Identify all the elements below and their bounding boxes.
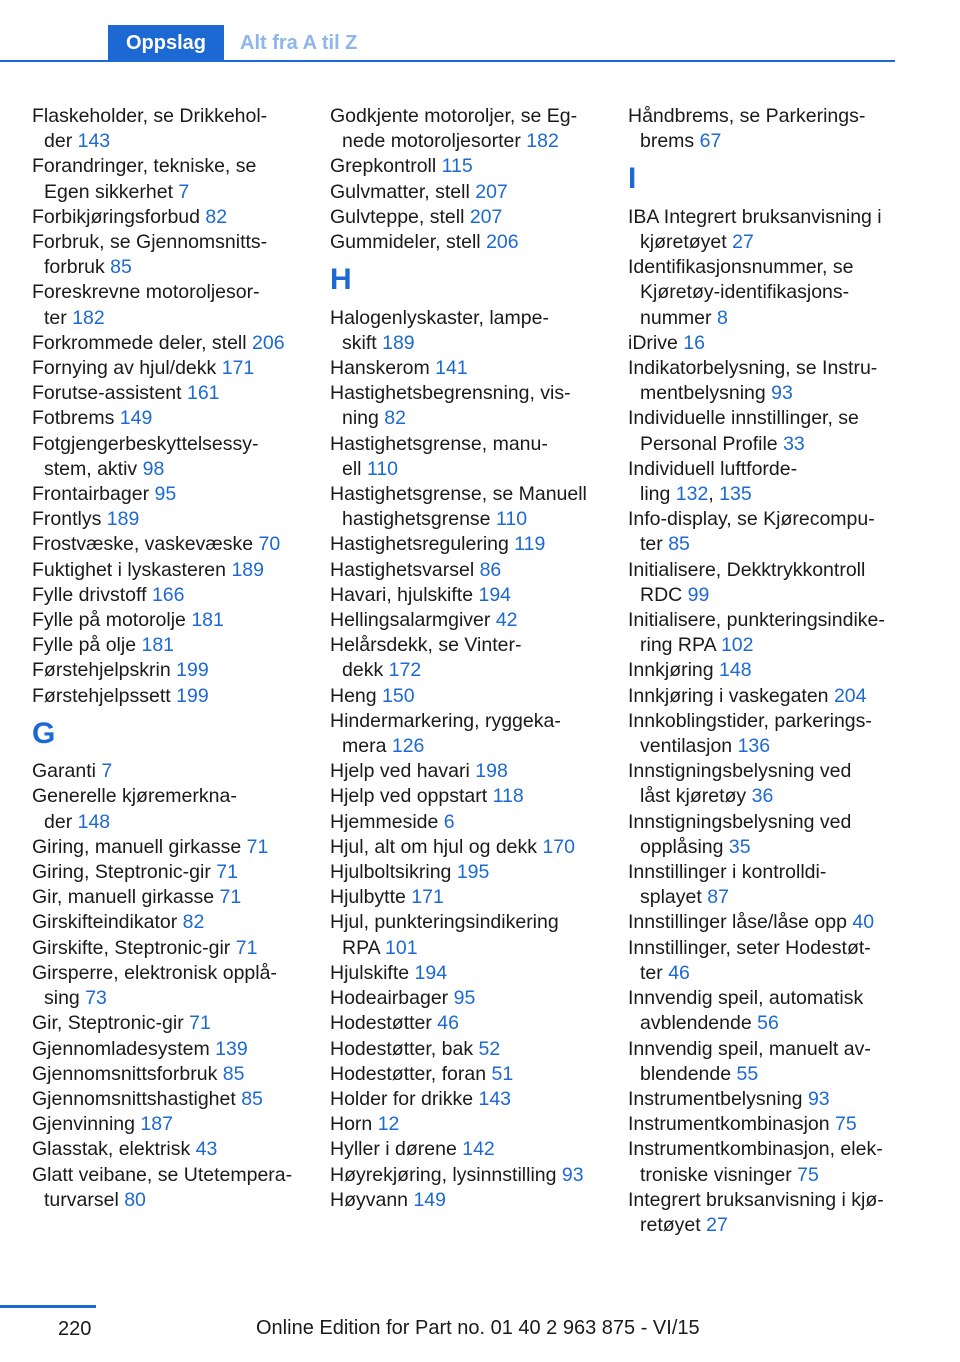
page-link[interactable]: 85 <box>110 256 132 279</box>
index-entry-text: Forbikjøringsforbud <box>32 205 200 228</box>
index-entry <box>330 1163 605 1188</box>
index-entry-text: Identifikasjonsnummer, se Kjøretøy-identifikasjons- nummer <box>628 256 854 329</box>
page-link[interactable]: 56 <box>757 1012 779 1035</box>
index-entry <box>32 1037 307 1062</box>
index-entry <box>32 936 307 961</box>
index-entry <box>32 583 307 608</box>
index-entry <box>32 759 307 784</box>
page-link[interactable]: 99 <box>687 583 710 606</box>
page-link[interactable]: 75 <box>797 1163 819 1186</box>
index-entry-text: Hjul, punkteringsindikering RPA <box>330 911 559 959</box>
page-link[interactable]: 6 <box>443 810 455 833</box>
index-entry-text: Hodestøtter, bak <box>330 1037 474 1060</box>
index-entry-text: Giring, Steptronic-gir <box>32 861 211 884</box>
index-entry-text: Initialisere, Dekktrykkontroll RDC <box>628 558 866 606</box>
index-entry <box>330 205 605 230</box>
index-entry-text: Individuell luftforde- ling <box>628 457 798 506</box>
page-link[interactable]: 95 <box>154 483 177 506</box>
page-link[interactable]: 102 <box>720 634 754 657</box>
index-entry-text: IBA Integrert bruksanvisning i kjøretøyet <box>628 205 882 253</box>
page-link[interactable]: 86 <box>479 558 502 581</box>
index-entry <box>330 986 605 1011</box>
index-entry <box>32 784 307 834</box>
index-entry <box>628 1188 900 1238</box>
index-entry <box>628 709 900 759</box>
index-entry-text: Frontairbager <box>32 483 150 506</box>
index-entry-text: Hastighetsbegrensning, vis- ning <box>330 382 571 430</box>
index-entry-text: Frostvæske, vaskevæske <box>32 533 254 556</box>
page-link[interactable]: 71 <box>219 886 242 909</box>
page-link[interactable]: 136 <box>737 735 771 758</box>
page-link[interactable]: 71 <box>235 936 258 959</box>
page-link[interactable]: 206 <box>252 331 285 354</box>
index-entry-text: Gir, Steptronic-gir <box>32 1012 184 1035</box>
index-entry-text: Innstillinger låse/låse opp <box>628 911 847 934</box>
index-entry-text: Fornying av hjul/dekk <box>32 357 217 380</box>
page-link[interactable]: 181 <box>141 634 175 657</box>
index-entry-text: Fylle på olje <box>32 634 137 657</box>
page-link[interactable]: 67 <box>699 130 722 153</box>
page-number: 220 <box>58 1318 92 1340</box>
index-entry <box>330 1188 605 1213</box>
page-link[interactable]: 82 <box>205 205 228 228</box>
header-rule <box>0 60 895 62</box>
footer-rule <box>0 1305 96 1308</box>
index-entry <box>330 1037 605 1062</box>
index-entry <box>330 835 605 860</box>
page-link[interactable]: 98 <box>142 457 165 480</box>
index-entry <box>628 507 900 557</box>
index-entry-text: Hodeairbager <box>330 987 449 1010</box>
index-entry <box>628 331 900 356</box>
index-entry <box>330 532 605 557</box>
index-entry-text: Indikatorbelysning, se Instru- mentbelysning <box>628 357 878 405</box>
index-entry-text: Hanskerom <box>330 357 430 380</box>
index-entry <box>32 381 307 406</box>
page-link[interactable]: 8 <box>716 306 728 329</box>
index-entry <box>330 180 605 205</box>
page-link[interactable]: 172 <box>388 659 422 682</box>
index-entry <box>32 684 307 709</box>
index-entry <box>32 558 307 583</box>
index-entry <box>330 381 605 431</box>
index-entry <box>330 810 605 835</box>
index-entry <box>330 356 605 381</box>
index-entry-text: Fuktighet i lyskasteren <box>32 558 227 581</box>
index-entry <box>628 1112 900 1137</box>
page-link[interactable]: 182 <box>72 306 105 329</box>
page-link[interactable]: 126 <box>391 735 425 758</box>
index-entry <box>628 684 900 709</box>
page-link[interactable]: 194 <box>414 961 448 984</box>
page-link[interactable]: 70 <box>258 533 281 556</box>
index-entry <box>32 532 307 557</box>
page-link[interactable]: 170 <box>542 835 575 858</box>
page-link[interactable]: 148 <box>719 659 752 682</box>
page-link[interactable]: 55 <box>736 1062 759 1085</box>
index-entry <box>330 1112 605 1137</box>
page-link[interactable]: 182 <box>526 130 559 153</box>
index-entry <box>32 432 307 482</box>
index-entry-text: Helårsdekk, se Vinter- dekk <box>330 634 522 682</box>
index-entry-text: Flaskeholder, se Drikkehol- der <box>32 105 268 153</box>
page-link[interactable]: 110 <box>366 457 399 480</box>
index-entry-text: Giring, manuell girkasse <box>32 835 242 858</box>
page-link[interactable]: 199 <box>176 684 209 707</box>
page-header <box>0 0 960 70</box>
index-entry-text: Innkjøring i vaskegaten <box>628 684 829 707</box>
page-link[interactable]: 194 <box>478 583 512 606</box>
index-entry-text: Innkoblingstider, parkerings- ventilasjon <box>628 709 872 758</box>
index-entry-text: Gjennomladesystem <box>32 1037 210 1060</box>
index-entry-text: Hellingsalarmgiver <box>330 609 491 632</box>
index-entry <box>330 910 605 960</box>
index-entry-text: Halogenlyskaster, lampe- skift <box>330 306 549 354</box>
index-letter-heading: G <box>32 716 56 750</box>
index-entry <box>330 961 605 986</box>
index-entry <box>32 860 307 885</box>
index-entry-text: Høyvann <box>330 1188 409 1211</box>
index-entry <box>32 633 307 658</box>
page-link[interactable]: 93 <box>807 1087 830 1110</box>
index-entry <box>32 910 307 935</box>
page-link[interactable]: 82 <box>182 911 205 934</box>
page-link[interactable]: 46 <box>668 961 690 984</box>
page-link[interactable]: 141 <box>435 357 468 380</box>
index-entry-text: Gjenvinning <box>32 1113 135 1136</box>
page-link[interactable]: 27 <box>706 1213 728 1236</box>
index-entry <box>330 784 605 809</box>
index-entry <box>330 1137 605 1162</box>
index-entry-text: Førstehjelpskrin <box>32 659 171 682</box>
page-link[interactable]: 189 <box>106 508 140 531</box>
page-link[interactable]: 171 <box>221 357 255 380</box>
page-link[interactable]: 118 <box>492 785 524 808</box>
index-entry <box>628 658 900 683</box>
index-entry <box>32 507 307 532</box>
page-link[interactable]: 85 <box>241 1087 263 1110</box>
page-link[interactable]: 207 <box>469 205 503 228</box>
index-entry-text: Innstigningsbelysning ved opplåsing <box>628 810 852 858</box>
index-entry-text: Havari, hjulskifte <box>330 583 474 606</box>
index-entry-text: Innvendig speil, automatisk avblendende <box>628 987 864 1035</box>
page-link[interactable]: 148 <box>77 810 111 833</box>
index-entry-text: Godkjente motoroljer, se Eg- nede motoroljesorter <box>330 105 578 153</box>
index-entry <box>330 583 605 608</box>
index-entry-text: Hjul, alt om hjul og dekk <box>330 835 538 858</box>
page-link[interactable]: 46 <box>437 1012 459 1035</box>
index-entry-text: Førstehjelpssett <box>32 684 171 707</box>
index-entry <box>32 1062 307 1087</box>
index-entry-text: Fylle drivstoff <box>32 583 147 606</box>
index-entry-text: Info-display, se Kjørecompu- ter <box>628 508 875 556</box>
page-link[interactable]: 27 <box>732 231 754 253</box>
index-entry <box>330 860 605 885</box>
page-link[interactable]: 149 <box>413 1188 446 1211</box>
index-entry <box>32 280 307 330</box>
index-entry <box>32 658 307 683</box>
index-entry-text: Fotgjengerbeskyttelsessy- stem, aktiv <box>32 432 259 480</box>
index-entry <box>32 482 307 507</box>
page-link[interactable]: 75 <box>835 1113 857 1136</box>
index-entry <box>32 356 307 381</box>
page-link[interactable]: 119 <box>514 533 546 556</box>
page-link[interactable]: 82 <box>384 407 406 430</box>
index-entry <box>628 910 900 935</box>
index-column-1 <box>32 104 307 1213</box>
index-entry-text: iDrive <box>628 331 678 354</box>
page-link[interactable]: 73 <box>85 987 107 1010</box>
index-entry-text: Girskifteindikator <box>32 911 178 934</box>
page-link[interactable]: 206 <box>486 231 519 254</box>
page-link[interactable]: 40 <box>852 911 875 934</box>
index-entry <box>628 205 900 255</box>
page-link[interactable]: 149 <box>119 407 153 430</box>
index-entry-text: Instrumentbelysning <box>628 1087 803 1110</box>
index-entry <box>330 633 605 683</box>
index-entry-text: Glasstak, elektrisk <box>32 1138 191 1161</box>
index-entry <box>330 104 605 154</box>
index-entry-text: Fylle på motorolje <box>32 609 186 632</box>
page-link[interactable]: 71 <box>216 861 238 884</box>
index-entry-text: Individuelle innstillinger, se Personal Profile <box>628 407 859 455</box>
index-entry-text: Innstillinger, seter Hodestøt- ter <box>628 936 871 984</box>
index-entry <box>330 684 605 709</box>
index-entry-text: Glatt veibane, se Utetempera- turvarsel <box>32 1163 293 1211</box>
index-entry-text: Gjennomsnittsforbruk <box>32 1062 218 1085</box>
index-letter-heading: H <box>330 263 352 297</box>
index-entry-text: Hodestøtter <box>330 1012 432 1035</box>
index-entry <box>32 1011 307 1036</box>
index-entry <box>330 709 605 759</box>
index-column-3 <box>628 104 900 1238</box>
page-link[interactable]: 207 <box>475 180 508 203</box>
index-entry <box>628 104 900 154</box>
index-entry-text: Forbruk, se Gjennomsnitts- forbruk <box>32 231 268 279</box>
index-entry <box>330 154 605 179</box>
index-entry-text: Gulvmatter, stell <box>330 180 470 203</box>
index-entry <box>330 1062 605 1087</box>
page-link[interactable]: 132 <box>675 483 709 506</box>
page-link[interactable]: 150 <box>382 684 415 707</box>
page-link[interactable]: 85 <box>668 533 690 556</box>
index-entry <box>628 356 900 406</box>
index-entry-text: Hastighetsregulering <box>330 533 509 556</box>
page-link[interactable]: 139 <box>215 1037 248 1060</box>
index-entry-text: Girskifte, Steptronic-gir <box>32 936 231 959</box>
page-link[interactable]: 85 <box>222 1062 245 1085</box>
index-entry-text: Hjelp ved oppstart <box>330 785 488 808</box>
index-entry <box>330 885 605 910</box>
page-link[interactable]: 110 <box>495 508 528 531</box>
index-entry-text: Forandringer, tekniske, se Egen sikkerhet <box>32 155 257 203</box>
page-link[interactable]: 95 <box>453 987 476 1010</box>
index-entry <box>628 255 900 331</box>
index-entry <box>628 860 900 910</box>
index-entry-text: Innstillinger i kontrolldi- splayet <box>628 861 827 909</box>
page-link[interactable]: 12 <box>377 1113 400 1136</box>
page-link[interactable]: 42 <box>495 609 518 632</box>
page-link[interactable]: 142 <box>462 1138 495 1161</box>
index-entry <box>330 432 605 482</box>
index-entry <box>32 104 307 154</box>
index-entry-text: Forkrommede deler, stell <box>32 331 247 354</box>
index-entry <box>628 1137 900 1187</box>
index-entry <box>32 885 307 910</box>
index-entry <box>628 936 900 986</box>
index-entry <box>330 1087 605 1112</box>
index-entry-text: Hjulbytte <box>330 886 406 909</box>
page-link[interactable]: 187 <box>140 1113 173 1136</box>
index-entry <box>330 1011 605 1036</box>
index-entry-text: Hjulboltsikring <box>330 861 452 884</box>
tab-alt-fra-a-til-z[interactable]: Alt fra A til Z <box>240 31 358 54</box>
edition-note: Online Edition for Part no. 01 40 2 963 875 - VI/15 <box>256 1317 700 1339</box>
index-entry-text: Hjelp ved havari <box>330 760 470 783</box>
index-entry-text: Hastighetsgrense, se Manuell hastighetsgrense <box>330 483 587 531</box>
index-entry <box>330 759 605 784</box>
index-entry <box>32 1087 307 1112</box>
page-link[interactable]: 198 <box>475 760 508 783</box>
page-link[interactable]: 166 <box>151 583 185 606</box>
index-entry-text: Grepkontroll <box>330 155 437 178</box>
page-link[interactable]: 71 <box>246 835 269 858</box>
index-entry-text: Hjulskifte <box>330 961 410 984</box>
index-entry <box>32 835 307 860</box>
index-entry <box>628 558 900 608</box>
page-link[interactable]: 43 <box>195 1138 218 1161</box>
index-entry <box>628 1087 900 1112</box>
index-entry-text: Horn <box>330 1113 373 1136</box>
page-link[interactable]: 189 <box>382 331 415 354</box>
page-link[interactable]: 7 <box>178 180 190 203</box>
index-entry <box>628 759 900 809</box>
index-entry <box>32 1163 307 1213</box>
page-link[interactable]: 71 <box>189 1012 211 1035</box>
page-link[interactable]: 135 <box>719 483 752 506</box>
index-entry <box>330 306 605 356</box>
page-link[interactable]: 143 <box>77 130 111 153</box>
page-link[interactable]: 51 <box>491 1062 514 1085</box>
index-letter-heading: I <box>628 162 637 196</box>
page-link[interactable]: 52 <box>478 1037 501 1060</box>
page-link[interactable]: 181 <box>191 609 224 632</box>
index-entry-text: Hodestøtter, foran <box>330 1062 487 1085</box>
index-entry-text: Foreskrevne motoroljesor- ter <box>32 281 260 329</box>
page-link[interactable]: 143 <box>478 1087 512 1110</box>
index-entry <box>32 331 307 356</box>
index-entry-text: Generelle kjøremerkna- der <box>32 785 237 833</box>
index-entry-text: Holder for drikke <box>330 1087 474 1110</box>
page-link[interactable]: 35 <box>728 835 751 858</box>
index-entry-text: Forutse-assistent <box>32 382 182 405</box>
index-entry <box>32 608 307 633</box>
page-link[interactable]: 195 <box>456 861 490 884</box>
page-link[interactable]: 80 <box>124 1188 146 1211</box>
index-entry-text: Fotbrems <box>32 407 115 430</box>
index-entry <box>628 1037 900 1087</box>
index-entry-text: Høyrekjøring, lysinnstilling <box>330 1163 557 1186</box>
index-entry-text: Innvendig speil, manuelt av- blendende <box>628 1037 871 1085</box>
index-entry <box>330 558 605 583</box>
index-entry <box>32 406 307 431</box>
index-entry-text: Integrert bruksanvisning i kjø- retøyet <box>628 1188 884 1236</box>
page-link[interactable]: 36 <box>751 785 774 808</box>
index-entry-text: Hjemmeside <box>330 810 439 833</box>
index-entry <box>330 230 605 255</box>
index-entry <box>32 230 307 280</box>
index-entry-text: Hastighetsvarsel <box>330 558 475 581</box>
page-link[interactable]: 204 <box>833 684 867 707</box>
index-entry-text: Innstigningsbelysning ved låst kjøretøy <box>628 760 852 808</box>
index-entry-text: Gummideler, stell <box>330 231 481 254</box>
index-entry-text: Gir, manuell girkasse <box>32 886 215 909</box>
page-link[interactable]: 199 <box>176 659 209 682</box>
page-link[interactable]: 115 <box>441 155 473 178</box>
page-link[interactable]: 87 <box>707 886 729 909</box>
index-entry-text: Heng <box>330 684 377 707</box>
index-entry <box>32 154 307 204</box>
tab-oppslag[interactable]: Oppslag <box>108 25 224 61</box>
index-entry-text: Hastighetsgrense, manu- ell <box>330 432 548 480</box>
page-link[interactable]: 189 <box>231 558 264 581</box>
index-entry <box>628 810 900 860</box>
index-column-2 <box>330 104 605 1213</box>
index-entry-text: Gulvteppe, stell <box>330 205 465 228</box>
page-link[interactable]: 16 <box>683 331 705 354</box>
index-entry-text: Håndbrems, se Parkerings- brems <box>628 105 866 153</box>
index-entry <box>32 961 307 1011</box>
index-entry-text: Innkjøring <box>628 659 714 682</box>
index-entry <box>628 406 900 456</box>
index-entry-text: Gjennomsnittshastighet <box>32 1087 236 1110</box>
index-entry-text: Garanti <box>32 760 96 783</box>
page-link[interactable]: 171 <box>411 886 444 909</box>
index-entry-text: Frontlys <box>32 508 102 531</box>
index-entry-text: Instrumentkombinasjon, elek- troniske visninger <box>628 1138 883 1186</box>
index-entry-text: Hyller i dørene <box>330 1138 457 1161</box>
index-entry <box>628 986 900 1036</box>
index-entry-text: Hindermarkering, ryggeka- mera <box>330 709 561 758</box>
index-entry <box>32 1112 307 1137</box>
index-entry <box>330 608 605 633</box>
index-entry <box>32 1137 307 1162</box>
index-entry <box>32 205 307 230</box>
page-link[interactable]: 101 <box>385 936 418 959</box>
index-entry <box>628 608 900 658</box>
index-entry-text: Instrumentkombinasjon <box>628 1113 830 1136</box>
index-entry <box>330 482 605 532</box>
page-link[interactable]: 7 <box>101 760 113 783</box>
index-entry-text: Girsperre, elektronisk opplå- sing <box>32 961 277 1010</box>
index-entry-text: Initialisere, punkteringsindike- ring RPA <box>628 609 885 657</box>
page-link[interactable]: 33 <box>783 432 805 455</box>
page-link[interactable]: 93 <box>561 1163 584 1186</box>
page-link[interactable]: 93 <box>771 382 793 405</box>
page-link[interactable]: 161 <box>186 382 220 405</box>
index-entry: Individuell luftforde- ling 132, 135 <box>628 457 798 506</box>
